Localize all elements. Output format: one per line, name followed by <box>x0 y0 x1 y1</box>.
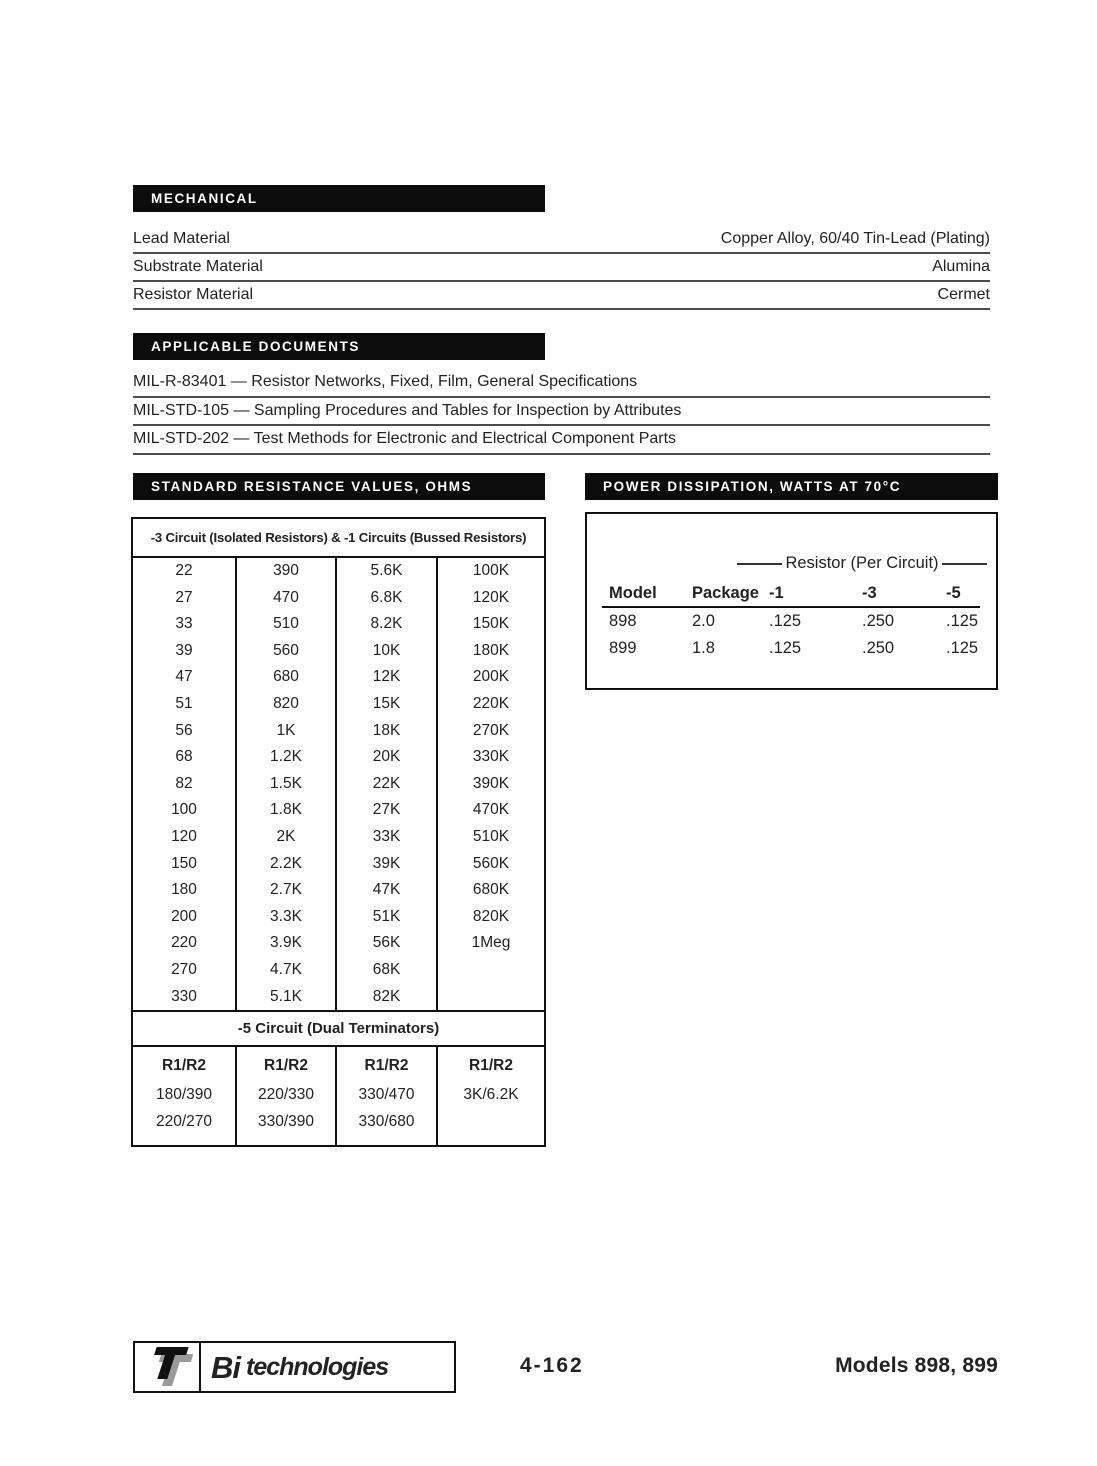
resistance-value: 470K <box>472 801 510 819</box>
resistance-value: 510K <box>472 827 510 845</box>
dual-terminator-value: 3K/6.2K <box>463 1086 519 1104</box>
dual-terminator-header: -5 Circuit (Dual Terminators) <box>133 1010 544 1047</box>
resistance-value: 2K <box>276 827 296 845</box>
resistance-value: 330K <box>472 748 510 766</box>
resistance-value: 100K <box>472 562 510 579</box>
bi-logo-icon <box>135 1343 201 1391</box>
mechanical-section-header: MECHANICAL <box>133 185 545 212</box>
power-value: .125 <box>946 639 979 657</box>
resistance-value: 8.2K <box>370 615 403 633</box>
document-row: MIL-STD-105 — Sampling Procedures and Tables for Inspection by Attributes <box>133 398 990 427</box>
resistance-value: 3.3K <box>270 907 302 925</box>
dual-terminator-grid <box>133 1047 544 1145</box>
resistance-value: 200 <box>171 907 197 925</box>
dual-terminator-value: 180/390 <box>155 1086 213 1104</box>
resistance-value: 4.7K <box>270 960 302 978</box>
resistance-value: 51K <box>372 907 401 925</box>
mechanical-spec-list <box>133 226 990 310</box>
resistance-value: 330 <box>171 987 197 1005</box>
resistance-value: 47 <box>175 668 193 686</box>
resistance-value: 100 <box>171 801 197 819</box>
power-dissipation-grid <box>602 580 980 663</box>
power-dissipation-section-header: POWER DISSIPATION, WATTS AT 70°C <box>585 473 998 500</box>
brand-name: technologies <box>246 1352 389 1381</box>
resistance-value <box>438 957 544 984</box>
power-data-row <box>602 608 980 636</box>
resistance-value: 1.5K <box>270 774 302 792</box>
spec-label: Substrate Material <box>133 258 263 275</box>
resistance-value: 560K <box>472 854 510 872</box>
power-header-row <box>602 580 980 608</box>
power-column-header: -3 <box>862 584 877 602</box>
power-value: .125 <box>946 611 979 630</box>
power-value: .125 <box>769 639 802 657</box>
dual-column-header: R1/R2 <box>264 1057 308 1075</box>
resistance-value: 33K <box>372 827 401 845</box>
right-rule <box>942 563 987 565</box>
document-row: MIL-STD-202 — Test Methods for Electronic and Electrical Component Parts <box>133 426 990 455</box>
spec-row-substrate-material <box>133 254 990 282</box>
resistance-value: 47K <box>372 881 401 899</box>
dual-terminator-value: 220/270 <box>155 1113 213 1131</box>
left-rule <box>737 563 782 565</box>
resistance-column-2 <box>237 558 337 1010</box>
resistance-value: 56 <box>175 721 193 739</box>
dual-terminator-column-3 <box>337 1047 438 1145</box>
power-data-row <box>602 635 980 663</box>
power-column-header: Model <box>609 584 657 602</box>
group-header-text: Resistor (Per Circuit) <box>785 554 939 572</box>
models-label: Models 898, 899 <box>835 1354 998 1377</box>
resistance-value: 390K <box>472 774 510 792</box>
resistance-value <box>438 984 544 1011</box>
power-value: 2.0 <box>692 611 715 630</box>
power-column-header: -5 <box>946 584 961 602</box>
resistance-value: 20K <box>372 748 401 766</box>
resistance-value: 560 <box>273 641 299 659</box>
spec-value: Copper Alloy, 60/40 Tin-Lead (Plating) <box>720 230 990 247</box>
resistance-value: 6.8K <box>370 588 403 606</box>
resistance-value: 820K <box>472 907 510 925</box>
resistance-value: 680K <box>472 881 510 899</box>
brand-initials: Bi <box>211 1349 240 1385</box>
resistance-table-header: -3 Circuit (Isolated Resistors) & -1 Circuits (Bussed Resistors) <box>133 519 544 558</box>
dual-terminator-value: 330/390 <box>257 1113 315 1131</box>
applicable-documents-list <box>133 369 990 455</box>
resistance-value: 820 <box>273 694 299 712</box>
resistance-values-table <box>131 517 546 1147</box>
dual-terminator-value: 330/680 <box>358 1113 415 1131</box>
resistance-value: 22 <box>175 562 193 579</box>
resistance-value: 33 <box>175 615 193 633</box>
resistance-value: 270K <box>472 721 510 739</box>
spec-value: Cermet <box>937 286 990 303</box>
power-value: .250 <box>862 611 895 630</box>
dual-terminator-column-1 <box>133 1047 237 1145</box>
dual-terminator-column-4 <box>438 1047 544 1145</box>
resistance-value: 56K <box>372 934 401 952</box>
dual-terminator-column-2 <box>237 1047 337 1145</box>
resistance-value: 2.7K <box>270 881 302 899</box>
resistance-value: 18K <box>372 721 401 739</box>
resistance-column-1 <box>133 558 237 1010</box>
bi-technologies-logo <box>133 1341 456 1393</box>
resistance-value: 1.2K <box>270 748 302 766</box>
resistance-value: 390 <box>273 562 299 579</box>
page-number: 4-162 <box>520 1354 584 1377</box>
resistance-table-body <box>133 558 544 1010</box>
resistance-value: 5.1K <box>270 987 302 1005</box>
resistance-value: 51 <box>175 694 193 712</box>
document-row: MIL-R-83401 — Resistor Networks, Fixed, Film, General Specifications <box>133 369 990 398</box>
resistance-value: 150K <box>472 615 510 633</box>
bi-logo-text <box>201 1343 454 1391</box>
resistance-value: 200K <box>472 668 510 686</box>
resistance-value: 2.2K <box>270 854 302 872</box>
power-column-header: Package <box>692 584 759 602</box>
resistance-value: 15K <box>372 694 401 712</box>
resistor-per-circuit-group-header <box>737 554 987 573</box>
dual-column-header: R1/R2 <box>469 1057 513 1075</box>
resistance-value: 5.6K <box>370 562 403 579</box>
power-value: 1.8 <box>692 639 715 657</box>
resistance-value: 220 <box>171 934 197 952</box>
resistance-value: 68 <box>175 748 193 766</box>
resistance-value: 470 <box>273 588 299 606</box>
power-value: .125 <box>769 611 802 630</box>
resistance-value: 22K <box>372 774 401 792</box>
resistance-value: 150 <box>171 854 197 872</box>
resistance-column-3 <box>337 558 438 1010</box>
power-dissipation-table <box>585 512 998 690</box>
dual-terminator-value: 220/330 <box>257 1086 315 1104</box>
power-value: .250 <box>862 639 895 657</box>
resistance-value: 10K <box>372 641 401 659</box>
resistance-value: 82 <box>175 774 193 792</box>
spec-row-lead-material <box>133 226 990 254</box>
spec-label: Lead Material <box>133 230 230 247</box>
spec-value: Alumina <box>932 258 990 275</box>
resistance-value: 220K <box>472 694 510 712</box>
resistance-value: 39K <box>372 854 401 872</box>
resistance-column-4 <box>438 558 544 1010</box>
resistance-value: 680 <box>273 668 299 686</box>
resistance-value: 27K <box>372 801 401 819</box>
resistance-value: 1K <box>276 721 296 739</box>
power-column-header: -1 <box>769 584 784 602</box>
resistance-value: 39 <box>175 641 193 659</box>
resistance-value: 120K <box>472 588 510 606</box>
dual-terminator-value: 330/470 <box>358 1086 415 1104</box>
dual-terminator-value <box>438 1108 544 1135</box>
power-value: 899 <box>609 639 637 657</box>
resistance-value: 180K <box>472 641 510 659</box>
spec-row-resistor-material <box>133 282 990 310</box>
resistance-value: 120 <box>171 827 197 845</box>
resistance-value: 82K <box>372 987 401 1005</box>
applicable-documents-section-header: APPLICABLE DOCUMENTS <box>133 333 545 360</box>
spec-label: Resistor Material <box>133 286 254 303</box>
resistance-value: 27 <box>175 588 193 606</box>
resistance-value: 12K <box>372 668 401 686</box>
dual-column-header: R1/R2 <box>162 1057 206 1075</box>
resistance-value: 510 <box>273 615 299 633</box>
resistance-value: 3.9K <box>270 934 302 952</box>
resistance-value: 1.8K <box>270 801 302 819</box>
resistance-value: 68K <box>372 960 401 978</box>
power-value: 898 <box>609 611 637 630</box>
resistance-value: 270 <box>171 960 197 978</box>
dual-column-header: R1/R2 <box>364 1057 409 1075</box>
resistance-value: 1Meg <box>471 934 511 952</box>
resistance-value: 180 <box>171 881 197 899</box>
standard-resistance-section-header: STANDARD RESISTANCE VALUES, OHMS <box>133 473 545 500</box>
